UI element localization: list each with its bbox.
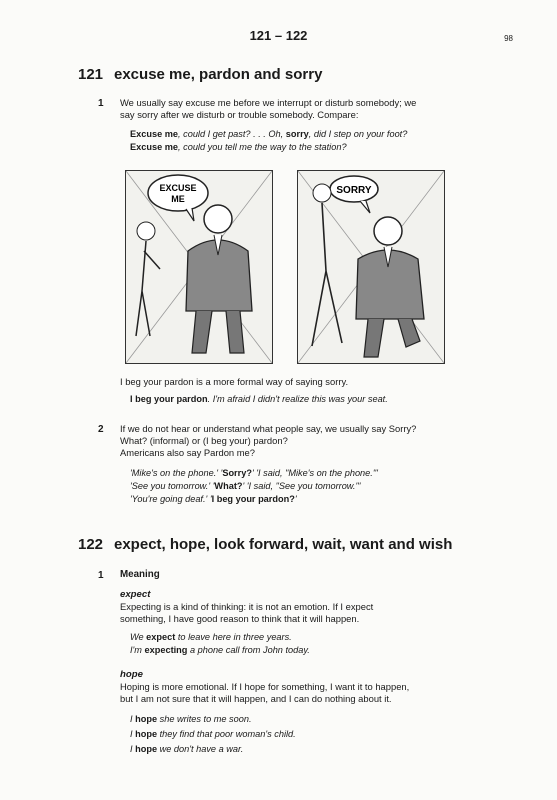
example-bold: hope [135,729,158,739]
example-line [130,393,388,405]
example-line [130,743,243,755]
example-bold: I beg your pardon? [211,494,295,504]
example-text: I [130,714,136,724]
paragraph [120,423,510,459]
running-header: 121 – 122 [249,28,308,43]
text-line: Expecting is a kind of thinking: it is not an emotion. If I expect [120,601,374,612]
subheading-expect: expect [120,589,151,600]
example-text: , could you tell me the way to the station? [178,142,347,152]
example-line [130,467,378,479]
section-heading: excuse me, pardon and sorry [114,66,323,83]
text-line: I beg your pardon is a more formal way of saying sorry. [120,376,349,387]
example-text: she writes to me soon. [157,714,252,724]
example-line [130,141,347,153]
bubble-text: SORRY [336,185,372,196]
example-bold: expect [146,632,176,642]
example-text: I'm [130,645,145,655]
bubble-text-1: EXCUSE [159,183,197,193]
example-text: they find that poor woman's child. [157,729,296,739]
example-bold: hope [135,744,158,754]
cartoon-illustration [126,171,272,363]
example-bold: What? [214,481,243,491]
text-line: Americans also say Pardon me? [120,447,255,458]
subheading-meaning: Meaning [120,569,160,580]
example-text: 'See you tomorrow.' ' [130,481,215,491]
cartoon-sorry [297,170,445,364]
text-line: If we do not hear or understand what people say, we usually say Sorry? [120,423,417,434]
point-number: 1 [98,98,104,109]
example-line [130,128,407,140]
section-121-title [78,66,322,83]
point-number: 2 [98,424,104,435]
example-text: ' 'I said, "Mike's on the phone."' [251,468,378,478]
example-bold: hope [135,714,158,724]
paragraph [120,97,500,121]
example-text: 'Mike's on the phone.' ' [130,468,223,478]
example-text: I [130,744,136,754]
page-number: 98 [504,34,513,43]
bubble-text-2: ME [171,194,185,204]
example-text: , could I get past? . . . Oh, [178,129,286,139]
example-bold: Excuse me [130,129,179,139]
example-text: ' 'I said, "See you tomorrow."' [242,481,361,491]
example-line [130,493,297,505]
example-line [130,480,361,492]
text-line: What? (informal) or (I beg your) pardon? [120,435,288,446]
example-bold: sorry [285,129,309,139]
paragraph [120,601,500,625]
example-text: . I'm afraid I didn't realize this was your seat. [207,394,388,404]
example-line [130,728,296,740]
example-text: to leave here in three years. [175,632,292,642]
example-bold: expecting [144,645,188,655]
example-bold: Sorry? [222,468,252,478]
example-bold: Excuse me [130,142,179,152]
section-number: 121 [78,66,104,83]
section-122-title [78,536,452,553]
example-bold: I beg your pardon [130,394,208,404]
cartoon-excuse-me [125,170,273,364]
text-line: something, I have good reason to think that it will happen. [120,613,360,624]
example-text: 'You're going deaf.' ' [130,494,212,504]
example-text: I [130,729,136,739]
example-line [130,713,252,725]
paragraph [120,681,510,705]
text-line: say sorry after we disturb or trouble somebody. Compare: [120,109,359,120]
example-line [130,644,310,656]
point-number: 1 [98,570,104,581]
example-text: We [130,632,147,642]
example-line [130,631,292,643]
example-text: we don't have a war. [157,744,244,754]
example-text: ' [294,494,297,504]
text-line: Hoping is more emotional. If I hope for something, I want it to happen, [120,681,410,692]
text-line: We usually say excuse me before we interrupt or disturb somebody; we [120,97,417,108]
section-heading: expect, hope, look forward, wait, want and wish [114,536,453,553]
subheading-hope: hope [120,669,143,680]
example-text: a phone call from John today. [187,645,310,655]
section-number: 122 [78,536,104,553]
text-line: but I am not sure that it will happen, and I can do nothing about it. [120,693,392,704]
example-text: , did I step on your foot? [308,129,408,139]
cartoon-illustration [298,171,444,363]
